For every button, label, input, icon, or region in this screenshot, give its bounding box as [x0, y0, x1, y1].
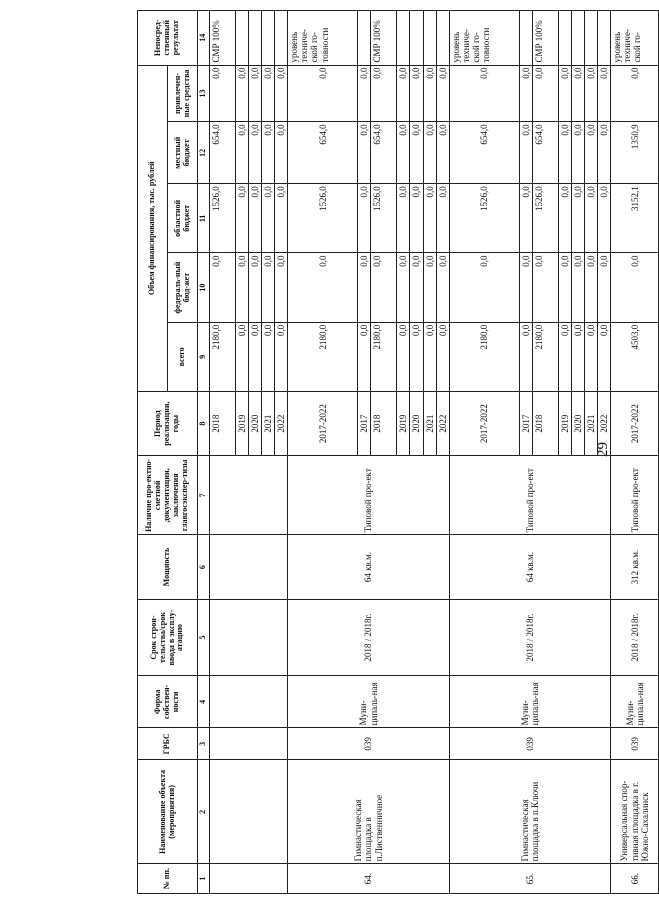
- object-capacity: 64 кв.м.: [449, 535, 610, 599]
- object-capacity: 312 кв.м.: [611, 535, 659, 599]
- header-funding: Объем финансирования, тыс. рублей: [138, 65, 168, 391]
- local-cell: 654,0: [449, 122, 519, 184]
- column-number: 4: [198, 676, 210, 728]
- result-cell: уровень техниче-ской го-: [611, 11, 659, 66]
- total-cell: 2180,0: [371, 322, 397, 391]
- object-term: 2018 / 2018г.: [449, 599, 610, 676]
- header-docs: Наличие про-ектно-сметной документации, заключения главгосэкспер-тизы: [138, 456, 198, 535]
- column-number: 14: [198, 11, 210, 66]
- federal-cell: 0,0: [611, 253, 659, 322]
- attracted-cell: 0,0: [210, 65, 236, 122]
- object-term: 2018 / 2018г.: [611, 599, 659, 676]
- regional-cell: 3152,1: [611, 184, 659, 253]
- result-cell: [571, 11, 584, 66]
- object-number: 64.: [288, 864, 449, 894]
- header-total: всего: [168, 322, 198, 391]
- total-cell: 2180,0: [210, 322, 236, 391]
- attracted-cell: 0,0: [236, 65, 249, 122]
- column-number: 5: [198, 599, 210, 676]
- attracted-cell: 0,0: [371, 65, 397, 122]
- period-cell: 2018: [371, 391, 397, 455]
- object-ownership: Муни-ципаль-ная: [288, 676, 449, 728]
- attracted-cell: 0,0: [436, 65, 449, 122]
- result-cell: [275, 11, 288, 66]
- period-cell: 2017: [358, 391, 371, 455]
- attracted-cell: 0,0: [584, 65, 597, 122]
- total-cell: 0,0: [410, 322, 423, 391]
- regional-cell: 1526,0: [288, 184, 358, 253]
- empty-cell: [210, 728, 288, 760]
- period-cell: 2022: [436, 391, 449, 455]
- attracted-cell: 0,0: [571, 65, 584, 122]
- total-cell: 0,0: [423, 322, 436, 391]
- total-cell: 4503,0: [611, 322, 659, 391]
- column-number: 1: [198, 864, 210, 894]
- period-cell: 2018: [210, 391, 236, 455]
- federal-cell: 0,0: [410, 253, 423, 322]
- object-grbs: 039: [611, 728, 659, 760]
- federal-cell: 0,0: [436, 253, 449, 322]
- local-cell: 0,0: [397, 122, 410, 184]
- attracted-cell: 0,0: [532, 65, 558, 122]
- attracted-cell: 0,0: [423, 65, 436, 122]
- period-cell: 2020: [410, 391, 423, 455]
- total-cell: 0,0: [358, 322, 371, 391]
- total-cell: 0,0: [571, 322, 584, 391]
- column-number: 6: [198, 535, 210, 599]
- header-capacity: Мощность: [138, 535, 198, 599]
- federal-cell: 0,0: [519, 253, 532, 322]
- local-cell: 654,0: [288, 122, 358, 184]
- result-cell: [249, 11, 262, 66]
- header-federal: федераль-ный бюд-жет: [168, 253, 198, 322]
- total-cell: 0,0: [249, 322, 262, 391]
- header-grbs: ГРБС: [138, 728, 198, 760]
- period-cell: 2018: [532, 391, 558, 455]
- federal-cell: 0,0: [288, 253, 358, 322]
- regional-cell: 0,0: [571, 184, 584, 253]
- header-period: Период реализации, годы: [138, 391, 198, 455]
- result-cell: [397, 11, 410, 66]
- funding-table: [137, 10, 659, 894]
- period-cell: 2020: [249, 391, 262, 455]
- regional-cell: 0,0: [519, 184, 532, 253]
- regional-cell: 0,0: [275, 184, 288, 253]
- local-cell: 0,0: [249, 122, 262, 184]
- result-cell: [598, 11, 611, 66]
- empty-cell: [210, 676, 288, 728]
- result-cell: уровень техниче-ской го-товности: [449, 11, 519, 66]
- total-cell: 2180,0: [449, 322, 519, 391]
- result-cell: [558, 11, 571, 66]
- local-cell: 0,0: [584, 122, 597, 184]
- regional-cell: 1526,0: [371, 184, 397, 253]
- column-number: 7: [198, 456, 210, 535]
- total-cell: 0,0: [436, 322, 449, 391]
- period-cell: 2019: [558, 391, 571, 455]
- object-grbs: 039: [288, 728, 449, 760]
- local-cell: 0,0: [275, 122, 288, 184]
- regional-cell: 0,0: [598, 184, 611, 253]
- empty-cell: [210, 760, 288, 864]
- regional-cell: 0,0: [436, 184, 449, 253]
- regional-cell: 0,0: [584, 184, 597, 253]
- object-name: Гимнастическая площадка в п.Лиственничное: [288, 760, 449, 864]
- regional-cell: 0,0: [236, 184, 249, 253]
- federal-cell: 0,0: [558, 253, 571, 322]
- column-number: 11: [198, 184, 210, 253]
- attracted-cell: 0,0: [449, 65, 519, 122]
- attracted-cell: 0,0: [358, 65, 371, 122]
- federal-cell: 0,0: [423, 253, 436, 322]
- period-cell: 2022: [275, 391, 288, 455]
- column-number: 10: [198, 253, 210, 322]
- regional-cell: 0,0: [249, 184, 262, 253]
- result-cell: [410, 11, 423, 66]
- total-cell: 0,0: [236, 322, 249, 391]
- regional-cell: 0,0: [262, 184, 275, 253]
- empty-cell: [210, 456, 288, 535]
- object-capacity: 64 кв.м.: [288, 535, 449, 599]
- empty-cell: [210, 535, 288, 599]
- local-cell: 0,0: [558, 122, 571, 184]
- object-docs: Типовой про-ект: [611, 456, 659, 535]
- result-cell: СМР 100%: [371, 11, 397, 66]
- local-cell: 1350,9: [611, 122, 659, 184]
- header-name: Наименование объекта (мероприятия): [138, 760, 198, 864]
- object-docs: Типовой про-ект: [288, 456, 449, 535]
- federal-cell: 0,0: [571, 253, 584, 322]
- federal-cell: 0,0: [275, 253, 288, 322]
- local-cell: 0,0: [262, 122, 275, 184]
- result-cell: СМР 100%: [210, 11, 236, 66]
- result-cell: [519, 11, 532, 66]
- regional-cell: 0,0: [423, 184, 436, 253]
- regional-cell: 0,0: [397, 184, 410, 253]
- object-row: [611, 11, 659, 894]
- attracted-cell: 0,0: [519, 65, 532, 122]
- local-cell: 0,0: [598, 122, 611, 184]
- period-cell: 2019: [236, 391, 249, 455]
- local-cell: 654,0: [371, 122, 397, 184]
- federal-cell: 0,0: [532, 253, 558, 322]
- column-number: 8: [198, 391, 210, 455]
- attracted-cell: 0,0: [275, 65, 288, 122]
- total-cell: 0,0: [397, 322, 410, 391]
- local-cell: 0,0: [519, 122, 532, 184]
- attracted-cell: 0,0: [249, 65, 262, 122]
- total-cell: 2180,0: [288, 322, 358, 391]
- column-number: 3: [198, 728, 210, 760]
- period-cell: 2021: [423, 391, 436, 455]
- result-cell: [423, 11, 436, 66]
- result-cell: уровень техниче-ской го-товности: [288, 11, 358, 66]
- period-cell: 2017: [519, 391, 532, 455]
- page-number: 29: [595, 442, 611, 457]
- object-row: [288, 11, 358, 894]
- regional-cell: 0,0: [558, 184, 571, 253]
- period-cell: 2022: [598, 391, 611, 455]
- attracted-cell: 0,0: [397, 65, 410, 122]
- local-cell: 0,0: [358, 122, 371, 184]
- total-cell: 0,0: [519, 322, 532, 391]
- attracted-cell: 0,0: [558, 65, 571, 122]
- period-cell: 2021: [584, 391, 597, 455]
- header-term: Срок строи-тельства/срок ввода в эксплу-атацию: [138, 599, 198, 676]
- federal-cell: 0,0: [236, 253, 249, 322]
- object-ownership: Муни-ципаль-ная: [449, 676, 610, 728]
- header-result: Непосред-ственный результат: [138, 11, 198, 66]
- result-cell: [584, 11, 597, 66]
- header-no: № пп.: [138, 864, 198, 894]
- total-cell: 2180,0: [532, 322, 558, 391]
- federal-cell: 0,0: [358, 253, 371, 322]
- local-cell: 0,0: [436, 122, 449, 184]
- object-grbs: 039: [449, 728, 610, 760]
- column-number: 2: [198, 760, 210, 864]
- table-row: [198, 11, 210, 894]
- table-row: [210, 11, 236, 894]
- period-cell: 2019: [397, 391, 410, 455]
- column-number: 12: [198, 122, 210, 184]
- total-cell: 0,0: [584, 322, 597, 391]
- federal-cell: 0,0: [262, 253, 275, 322]
- local-cell: 654,0: [532, 122, 558, 184]
- result-cell: СМР 100%: [532, 11, 558, 66]
- period-cell: 2017-2022: [611, 391, 659, 455]
- header-ownership: Форма собствен-ности: [138, 676, 198, 728]
- object-row: [449, 11, 519, 894]
- regional-cell: 1526,0: [532, 184, 558, 253]
- total-cell: 0,0: [598, 322, 611, 391]
- object-ownership: Муни-ципаль-ная: [611, 676, 659, 728]
- local-cell: 654,0: [210, 122, 236, 184]
- attracted-cell: 0,0: [410, 65, 423, 122]
- total-cell: 0,0: [262, 322, 275, 391]
- total-cell: 0,0: [275, 322, 288, 391]
- regional-cell: 1526,0: [449, 184, 519, 253]
- empty-cell: [210, 599, 288, 676]
- period-cell: 2021: [262, 391, 275, 455]
- result-cell: [436, 11, 449, 66]
- period-cell: 2017-2022: [288, 391, 358, 455]
- federal-cell: 0,0: [249, 253, 262, 322]
- local-cell: 0,0: [571, 122, 584, 184]
- header-regional: областной бюджет: [168, 184, 198, 253]
- object-term: 2018 / 2018г.: [288, 599, 449, 676]
- period-cell: 2020: [571, 391, 584, 455]
- federal-cell: 0,0: [449, 253, 519, 322]
- object-docs: Типовой про-ект: [449, 456, 610, 535]
- header-local: местный бюджет: [168, 122, 198, 184]
- object-number: 65.: [449, 864, 610, 894]
- regional-cell: 0,0: [358, 184, 371, 253]
- federal-cell: 0,0: [371, 253, 397, 322]
- regional-cell: 0,0: [410, 184, 423, 253]
- column-number: 13: [198, 65, 210, 122]
- federal-cell: 0,0: [584, 253, 597, 322]
- federal-cell: 0,0: [210, 253, 236, 322]
- result-cell: [262, 11, 275, 66]
- result-cell: [358, 11, 371, 66]
- empty-cell: [210, 864, 288, 894]
- total-cell: 0,0: [558, 322, 571, 391]
- federal-cell: 0,0: [397, 253, 410, 322]
- object-number: 66.: [611, 864, 659, 894]
- object-name: Универсальная спор-тивная площадка в г. Южно-Сахалинск: [611, 760, 659, 864]
- attracted-cell: 0,0: [288, 65, 358, 122]
- table-body: [198, 11, 659, 894]
- local-cell: 0,0: [423, 122, 436, 184]
- header-attracted: привлечен-ные средства: [168, 65, 198, 122]
- local-cell: 0,0: [410, 122, 423, 184]
- period-cell: 2017-2022: [449, 391, 519, 455]
- attracted-cell: 0,0: [598, 65, 611, 122]
- regional-cell: 1526,0: [210, 184, 236, 253]
- column-number: 9: [198, 322, 210, 391]
- object-name: Гимнастическая площадка в п.Ключи: [449, 760, 610, 864]
- attracted-cell: 0,0: [611, 65, 659, 122]
- local-cell: 0,0: [236, 122, 249, 184]
- result-cell: [236, 11, 249, 66]
- attracted-cell: 0,0: [262, 65, 275, 122]
- federal-cell: 0,0: [598, 253, 611, 322]
